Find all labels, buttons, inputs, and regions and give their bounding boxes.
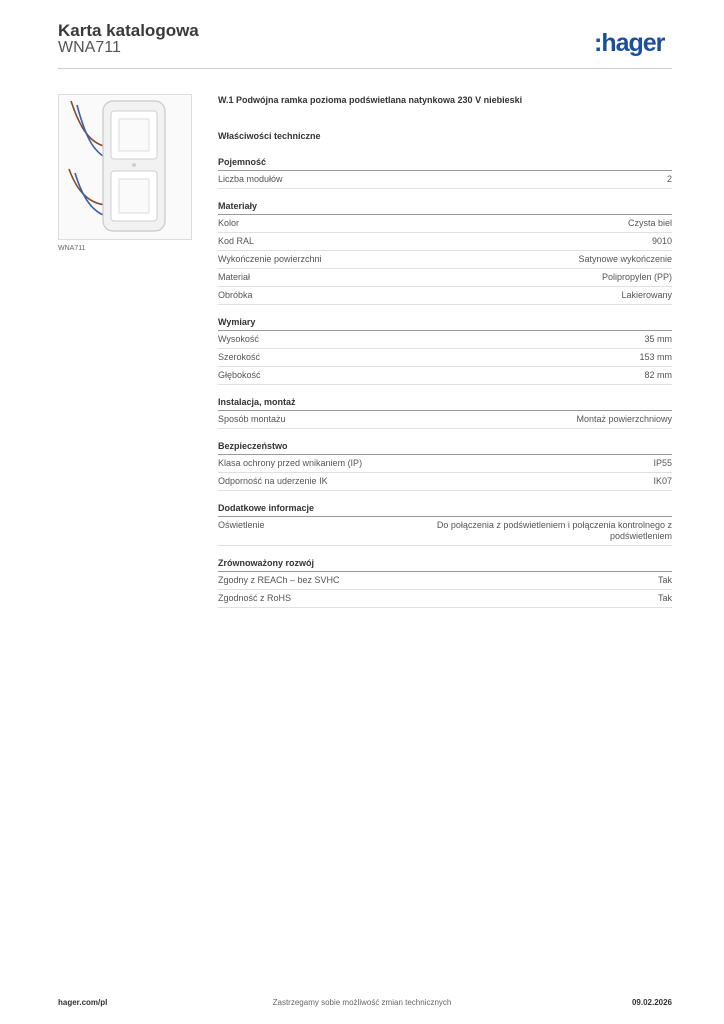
spec-section xyxy=(218,313,672,385)
product-title: W.1 Podwójna ramka pozioma podświetlana natynkowa 230 V niebieski xyxy=(218,95,523,105)
spec-value: Tak xyxy=(657,593,672,603)
footer-website: hager.com/pl xyxy=(58,998,108,1007)
properties-heading: Właściwości techniczne xyxy=(218,131,321,141)
section-title: Materiały xyxy=(218,197,672,215)
section-title: Pojemność xyxy=(218,153,672,171)
spec-value: Montaż powierzchniowy xyxy=(576,414,672,424)
section-title: Wymiary xyxy=(218,313,672,331)
spec-row xyxy=(218,251,672,269)
spec-label: Zgodność z RoHS xyxy=(218,593,292,603)
spec-value: 9010 xyxy=(651,236,672,246)
spec-label: Wykończenie powierzchni xyxy=(218,254,322,264)
spec-row xyxy=(218,215,672,233)
footer-notice: Zastrzegamy sobie możliwość zmian technicznych xyxy=(272,998,452,1007)
spec-value: IK07 xyxy=(653,476,672,486)
spec-section xyxy=(218,197,672,305)
spec-section xyxy=(218,393,672,429)
spec-label: Szerokość xyxy=(218,352,261,362)
spec-section xyxy=(218,554,672,608)
hager-logo xyxy=(594,29,664,58)
spec-label: Klasa ochrony przed wnikaniem (IP) xyxy=(218,458,363,468)
spec-value: Tak xyxy=(657,575,672,585)
spec-row xyxy=(218,473,672,491)
spec-label: Wysokość xyxy=(218,334,259,344)
image-caption: WNA711 xyxy=(58,245,86,252)
spec-value: IP55 xyxy=(653,458,672,468)
spec-value: Satynowe wykończenie xyxy=(578,254,672,264)
spec-row xyxy=(218,287,672,305)
spec-sections xyxy=(218,153,672,608)
spec-label: Obróbka xyxy=(218,290,253,300)
spec-label: Kolor xyxy=(218,218,240,228)
spec-label: Oświetlenie xyxy=(218,520,265,530)
logo-text: :hager xyxy=(594,29,665,57)
spec-label: Materiał xyxy=(218,272,251,282)
spec-row xyxy=(218,367,672,385)
spec-value: Lakierowany xyxy=(621,290,672,300)
spec-row xyxy=(218,411,672,429)
spec-row xyxy=(218,349,672,367)
spec-value: Do połączenia z podświetleniem i połączenia kontrolnego z podświetleniem xyxy=(436,520,672,541)
spec-label: Liczba modułów xyxy=(218,174,283,184)
spec-row xyxy=(218,455,672,473)
header-divider xyxy=(58,68,672,69)
spec-value: Czysta biel xyxy=(627,218,672,228)
spec-row xyxy=(218,517,672,546)
spec-row xyxy=(218,590,672,608)
document-title: Karta katalogowa xyxy=(58,21,199,40)
section-title: Dodatkowe informacje xyxy=(218,499,672,517)
spec-value: 2 xyxy=(666,174,672,184)
section-title: Instalacja, montaż xyxy=(218,393,672,411)
spec-row xyxy=(218,269,672,287)
spec-label: Odporność na uderzenie IK xyxy=(218,476,328,486)
spec-label: Sposób montażu xyxy=(218,414,286,424)
spec-section xyxy=(218,153,672,189)
spec-value: Polipropylen (PP) xyxy=(601,272,672,282)
spec-value: 82 mm xyxy=(644,370,672,380)
product-image xyxy=(58,94,192,240)
spec-label: Kod RAL xyxy=(218,236,255,246)
spec-row xyxy=(218,572,672,590)
spec-value: 153 mm xyxy=(639,352,672,362)
spec-row xyxy=(218,331,672,349)
spec-label: Głębokość xyxy=(218,370,261,380)
frame-illustration xyxy=(59,95,191,239)
footer-date: 09.02.2026 xyxy=(631,998,672,1007)
section-title: Bezpieczeństwo xyxy=(218,437,672,455)
spec-section xyxy=(218,437,672,491)
section-title: Zrównoważony rozwój xyxy=(218,554,672,572)
spec-value: 35 mm xyxy=(644,334,672,344)
spec-content xyxy=(218,95,672,616)
spec-section xyxy=(218,499,672,546)
spec-row xyxy=(218,233,672,251)
product-code: WNA711 xyxy=(58,39,121,56)
spec-label: Zgodny z REACh – bez SVHC xyxy=(218,575,340,585)
spec-row xyxy=(218,171,672,189)
